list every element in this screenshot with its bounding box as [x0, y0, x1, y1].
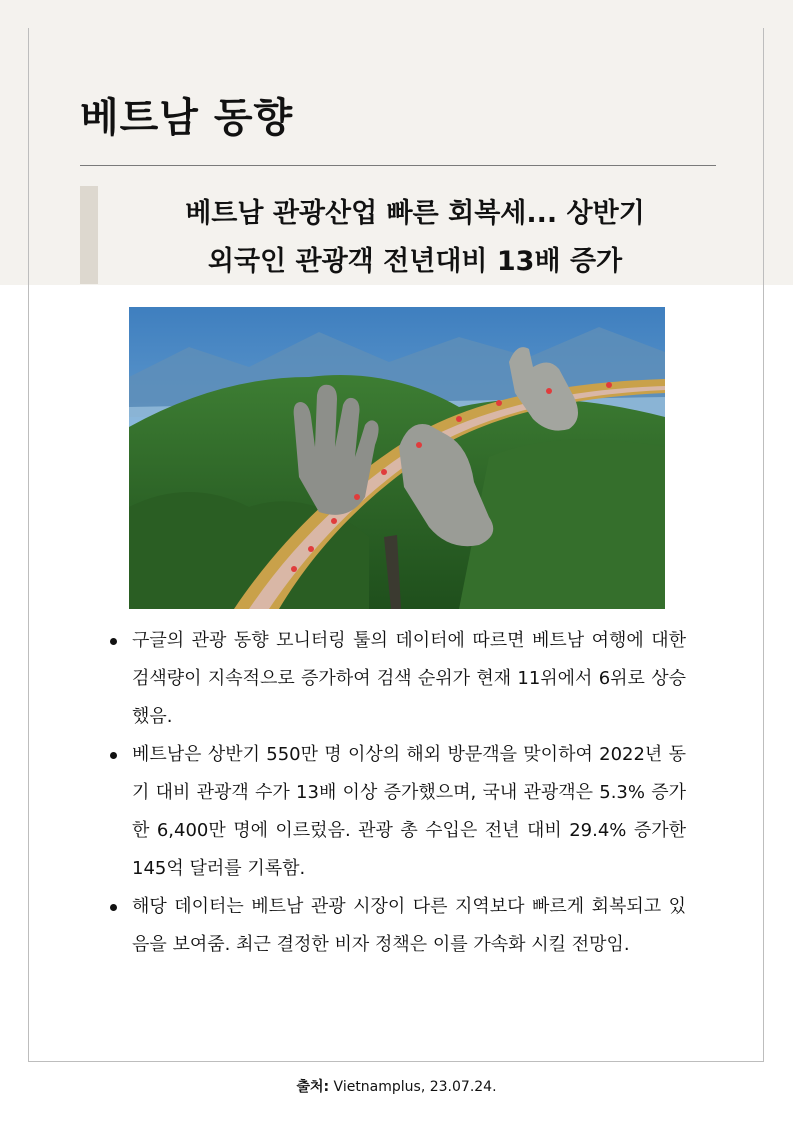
page-title: 베트남 동향	[80, 95, 294, 141]
title-divider	[80, 165, 716, 166]
bullet-text: 구글의 관광 동향 모니터링 툴의 데이터에 따르면 베트남 여행에 대한 검색량이 지속적으로 증가하여 검색 순위가 현재 11위에서 6위로 상승했음.	[132, 630, 686, 727]
bullet-text: 베트남은 상반기 550만 명 이상의 해외 방문객을 맞이하여 2022년 동기 대비 관광객 수가 13배 이상 증가했으며, 국내 관광객은 5.3% 증가한 6,400만 명에 이르렀음. 관광 총 수입은 전년 대비 29.4% 증가한 145억 달러를 기록함.	[132, 744, 686, 879]
source-label: 출처:	[296, 1079, 330, 1095]
headline-accent-bar	[80, 186, 98, 284]
bullet-list	[106, 622, 686, 964]
headline	[110, 190, 720, 286]
golden-bridge-photo	[129, 307, 665, 609]
bullet-text: 해당 데이터는 베트남 관광 시장이 다른 지역보다 빠르게 회복되고 있음을 보여줌. 최근 결정한 비자 정책은 이를 가속화 시킬 전망임.	[132, 896, 686, 955]
headline-line-1: 베트남 관광산업 빠른 회복세... 상반기	[185, 198, 645, 229]
headline-line-2: 외국인 관광객 전년대비 13배 증가	[207, 246, 623, 277]
bullet-item	[106, 622, 686, 736]
bullet-dot-icon	[110, 904, 117, 911]
bullet-item	[106, 888, 686, 964]
bullet-item	[106, 736, 686, 888]
source-footer	[0, 1076, 793, 1096]
bullet-dot-icon	[110, 638, 117, 645]
source-text: Vietnamplus, 23.07.24.	[329, 1079, 497, 1095]
bullet-dot-icon	[110, 752, 117, 759]
